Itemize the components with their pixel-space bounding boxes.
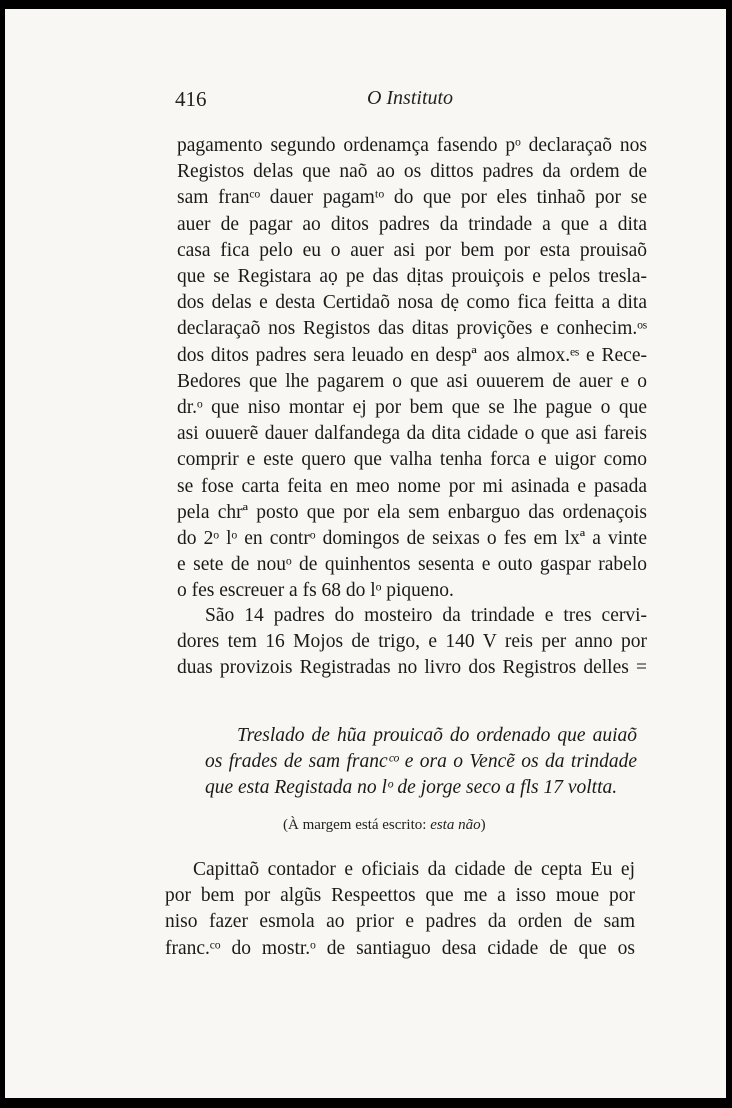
text-line: dr.ᵒ que niso montar ej por bem que se lhe pague o que [177,397,647,419]
text-line: auer de pagar ao ditos padres da trindade a que a dita [177,213,647,235]
text-line: do 2ᵒ lᵒ en contrᵒ domingos de seixas o fes em lxª a vinte [177,528,647,550]
text-line: dos delas e desta Certidaõ nosa dẹ como fica feitta a dita [177,292,647,314]
text-line: sam franᶜᵒ dauer pagamᵗᵒ do que por eles tinhaõ por se [177,187,647,209]
text-line: franc.ᶜᵒ do mostr.ᵒ de santiaguo desa cidade de que os [165,937,635,959]
text-line: o fes escreuer a fs 68 do lᵒ piqueno. [177,580,454,602]
text-line: duas provizois Registradas no livro dos Registros delles = [177,657,647,679]
margin-note-suffix: ) [480,817,486,833]
text-line: Registos delas que naõ ao os dittos padres da ordem de [177,161,647,183]
text-line: São 14 padres do mosteiro da trindade e tres cervi- [205,605,647,626]
text-line: declaraçaõ nos Registos das ditas provições e conhecim.ᵒˢ [177,318,647,340]
paragraph-1 [177,133,647,605]
running-title: O Instituto [366,87,454,109]
text-line: por bem por algũs Respeettos que me a isso moue por [165,885,635,907]
margin-note-italic: esta não [430,817,481,833]
text-line: asi ouuerẽ dauer dalfandega da dita cidade o que asi fareis [177,423,647,445]
document-heading [205,723,637,801]
text-line: niso fazer esmola ao prior e padres da orden de sam [165,911,635,933]
page-number: 416 [175,87,207,111]
text-line: Capittaõ contador e oficiais da cidade de cepta Eu ej [193,859,635,880]
text-line: dores tem 16 Mojos de trigo, e 140 V reis per anno por [177,631,647,653]
text-line: que se Registara aọ pe das dịtas prouiçois e pelos tresla- [177,266,647,288]
text-line: pela chrª posto que por ela sem enbarguo das ordenaçois [177,501,647,523]
text-line: e sete de nouᵒ de quinhentos sesenta e outo gaspar rabelo [177,554,647,576]
margin-note [283,817,543,834]
text-line: pagamento segundo ordenamça fasendo pᵒ declaraçaõ nos [177,135,647,156]
text-line: Bedores que lhe pagarem o que asi ouuerem de auer e o [177,370,647,392]
heading-line: que esta Registada no lᵒ de jorge seco a fls 17 voltta. [205,777,618,798]
heading-line: os frades de sam francᶜᵒ e ora o Vencẽ os da trindade [205,751,637,772]
text-line: comprir e este quero que valha tenha forca e uigor como [177,449,647,471]
text-line: casa fica pelo eu o auer asi por bem por esta prouisaõ [177,239,647,261]
margin-note-prefix: (À margem está escrito: [283,817,427,833]
paragraph-3 [165,857,635,962]
text-line: se fose carta feita en meo nome por mi asinada e pasada [177,475,647,497]
text-line: dos ditos padres sera leuado en despª aos almox.ᵉˢ e Rece- [177,344,647,366]
paragraph-2 [177,603,647,682]
heading-line: Treslado de hũa prouicaõ do ordenado que auiaõ [237,725,637,746]
